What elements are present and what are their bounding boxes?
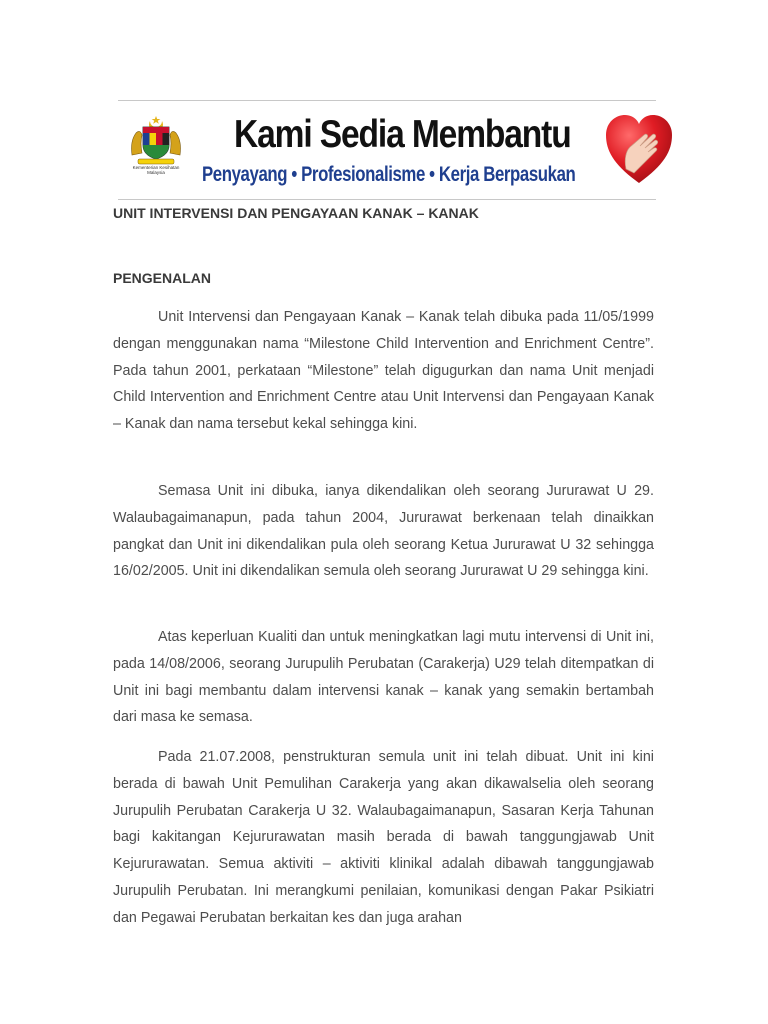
banner-values: Penyayang • Profesionalisme • Kerja Berpasukan <box>202 163 576 186</box>
section-heading: PENGENALAN <box>113 270 212 286</box>
paragraph-staffing: Semasa Unit ini dibuka, ianya dikendalikan oleh seorang Jururawat U 29. Walaubagaimanapun, pada tahun 2004, Jururawat berkenaan telah dinaikkan pangkat dan Unit ini dikendalikan pula oleh seorang Ketua Jururawat U 32 sehingga 16/02/2005. Unit ini dikendalikan semula oleh seorang Jururawat U 29 sehingga kini. <box>113 483 654 580</box>
heart-hand-icon <box>604 113 674 185</box>
crest-caption: Kementerian Kesihatan Malaysia <box>132 165 180 175</box>
paragraph-quality: Atas keperluan Kualiti dan untuk meningkatkan lagi mutu intervensi di Unit ini, pada 14/08/2006, seorang Jurupulih Perubatan (Carakerja) U29 telah ditempatkan di Unit ini bagi membantu dalam intervensi kanak – kanak yang semakin bertambah dari masa ke semasa. <box>113 629 654 726</box>
banner-slogan: Kami Sedia Membantu <box>234 113 571 156</box>
document-title: UNIT INTERVENSI DAN PENGAYAAN KANAK – KANAK <box>113 205 479 221</box>
paragraph-restructure: Pada 21.07.2008, penstrukturan semula unit ini telah dibuat. Unit ini kini berada di bawah Unit Pemulihan Carakerja yang akan dikawalselia oleh seorang Jurupulih Perubatan Carakerja U 32. Walaubagaimanapun, Sasaran Kerja Tahunan bagi kakitangan Kejururawatan masih berada di bawah tanggungjawab Unit Kejururawatan. Semua aktiviti – aktiviti klinikal adalah dibawah tanggungjawab Jurupulih Perubatan. Ini merangkumi penilaian, komunikasi dengan Pakar Psikiatri dan Pegawai Perubatan berkaitan kes dan juga arahan <box>113 749 654 926</box>
header-banner <box>118 100 656 200</box>
coat-of-arms-icon <box>128 115 184 167</box>
paragraph-intro: Unit Intervensi dan Pengayaan Kanak – Kanak telah dibuka pada 11/05/1999 dengan menggunakan nama “Milestone Child Intervention and Enrichment Centre”. Pada tahun 2001, perkataan “Milestone” telah digugurkan dan nama Unit menjadi Child Intervention and Enrichment Centre atau Unit Intervensi dan Pengayaan Kanak – Kanak dan nama tersebut kekal sehingga kini. <box>113 309 654 433</box>
